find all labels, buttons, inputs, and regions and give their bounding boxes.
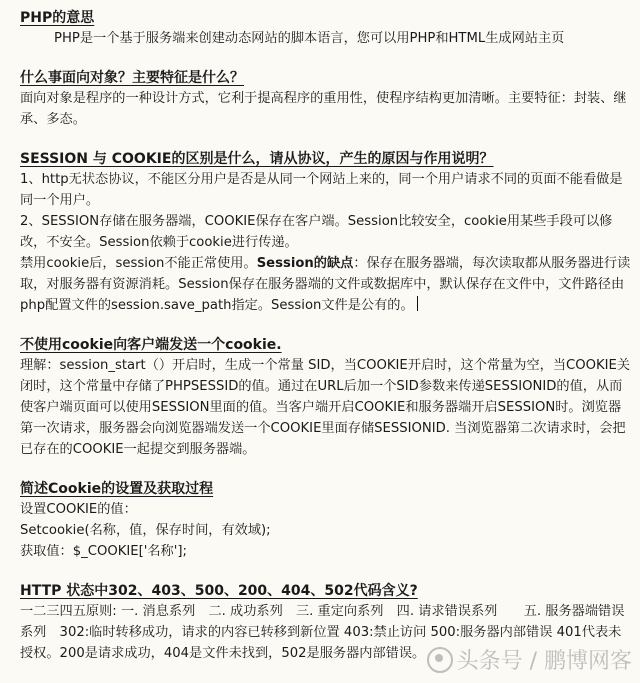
section-title: 不使用cookie向客户端发送一个cookie. — [20, 337, 282, 353]
section-text: 1、http无状态协议，不能区分用户是否是从同一个网站上来的，同一个用户请求不同的页面不能看做是同一个用户。 — [20, 172, 623, 208]
text-prefix: 禁用cookie后，session不能正常使用。 — [20, 256, 257, 271]
section-text: Setcookie(名称，值，保存时间，有效域); — [20, 523, 271, 538]
section-no-cookie — [20, 335, 632, 460]
watermark-logo-icon — [427, 647, 453, 673]
section-text: 理解：session_start（）开启时，生成一个常量 SID，当COOKIE开启时，这个常量为空，当COOKIE关闭时，这个常量中存储了PHPSESSID的值。通过在URL后加一个SID参数来传递SESSIONID的值，从而使客户端页面可以使用SESSION里面的值。当客户端开启COOKIE和服务器端开启SESSION时。浏览器第一次请求，服务器会向浏览器端发送一个COOKIE里面存储SESSIONID. 当浏览器第二次请求时，会把已存在的COOKIE一起提交到服务器端。 — [20, 358, 631, 457]
section-title: 简述Cookie的设置及获取过程 — [20, 481, 214, 497]
section-text: PHP是一个基于服务端来创建动态网站的脚本语言，您可以用PHP和HTML生成网站主页 — [54, 31, 565, 46]
section-session-cookie — [20, 149, 632, 316]
section-title: PHP的意思 — [20, 10, 95, 26]
section-title: 什么事面向对象？主要特征是什么？ — [20, 70, 244, 86]
section-text: 一二三四五原则: 一. 消息系列 二. 成功系列 三. 重定向系列 四. 请求错误系列 五. 服务器端错误系列 302:临时转移成功，请求的内容已转移到新位置 403:禁止访问 500:服务器内部错误 401代表未授权。200是请求成功，404是文件未找到，502是服务器内部错误。 — [20, 604, 625, 661]
document — [20, 8, 632, 683]
text-cursor — [417, 296, 418, 311]
section-text: 设置COOKIE的值： — [20, 502, 137, 517]
section-title: HTTP 状态中302、403、500、200、404、502代码含义? — [20, 583, 418, 599]
section-text: 面向对象是程序的一种设计方式，它利于提高程序的重用性，使程序结构更加清晰。主要特征：封装、继承、多态。 — [20, 91, 627, 127]
section-oop — [20, 68, 632, 130]
section-cookie-setting — [20, 479, 632, 562]
section-text — [20, 253, 632, 316]
watermark-text: 头条号 / 鹏博网客 — [456, 649, 632, 674]
bold-phrase: Session的缺点 — [256, 256, 354, 271]
section-text: 获取值：$_COOKIE['名称']; — [20, 544, 187, 559]
watermark — [427, 644, 632, 675]
section-php-meaning — [20, 8, 632, 49]
section-title: SESSION 与 COOKIE的区别是什么，请从协议，产生的原因与作用说明？ — [20, 151, 494, 167]
section-text: 2、SESSION存储在服务器端，COOKIE保存在客户端。Session比较安全，cookie用某些手段可以修改，不安全。Session依赖于cookie进行传递。 — [20, 214, 613, 250]
text-rest: ：保存在服务器端，每次读取都从服务器进行读取，对服务器有资源消耗。Session保存在服务器端的文件或数据库中，默认保存在文件中，文件路径由php配置文件的session.save_path指定。Session文件是公有的。 — [20, 256, 631, 313]
